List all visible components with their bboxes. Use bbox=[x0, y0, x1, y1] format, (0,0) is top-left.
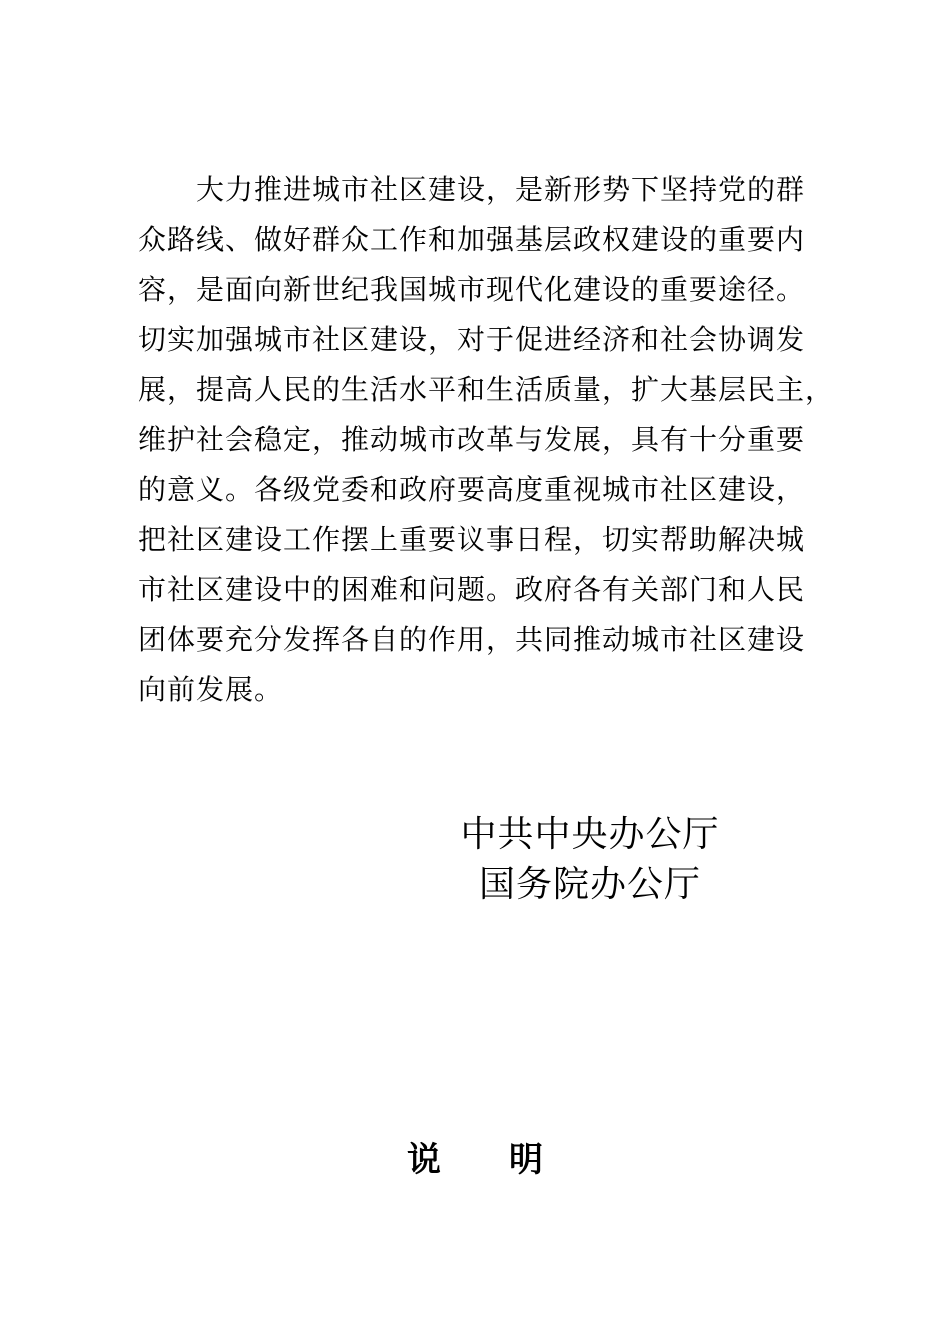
issuer-signature bbox=[380, 810, 800, 910]
paragraph-line: 展，提高人民的生活水平和生活质量，扩大基层民主， bbox=[138, 373, 835, 406]
paragraph-line: 的意义。各级党委和政府要高度重视城市社区建设， bbox=[138, 473, 806, 506]
issuer-line-2: 国务院办公厅 bbox=[478, 864, 701, 905]
paragraph-line: 大力推进城市社区建设，是新形势下坚持党的群 bbox=[138, 173, 806, 206]
section-heading: 说 明 bbox=[407, 1140, 543, 1180]
paragraph-line: 市社区建设中的困难和问题。政府各有关部门和人民 bbox=[138, 573, 806, 606]
paragraph-line: 切实加强城市社区建设，对于促进经济和社会协调发 bbox=[138, 323, 806, 356]
paragraph-line: 把社区建设工作摆上重要议事日程，切实帮助解决城 bbox=[138, 523, 806, 556]
paragraph-line: 容，是面向新世纪我国城市现代化建设的重要途径。 bbox=[138, 273, 806, 306]
paragraph-line: 维护社会稳定，推动城市改革与发展，具有十分重要 bbox=[138, 423, 806, 456]
issuer-line-1: 中共中央办公厅 bbox=[460, 814, 720, 855]
paragraph-line: 向前发展。 bbox=[138, 673, 284, 706]
paragraph-line: 众路线、做好群众工作和加强基层政权建设的重要内 bbox=[138, 223, 806, 256]
body-paragraph bbox=[138, 165, 835, 715]
paragraph-line: 团体要充分发挥各自的作用，共同推动城市社区建设 bbox=[138, 623, 806, 656]
